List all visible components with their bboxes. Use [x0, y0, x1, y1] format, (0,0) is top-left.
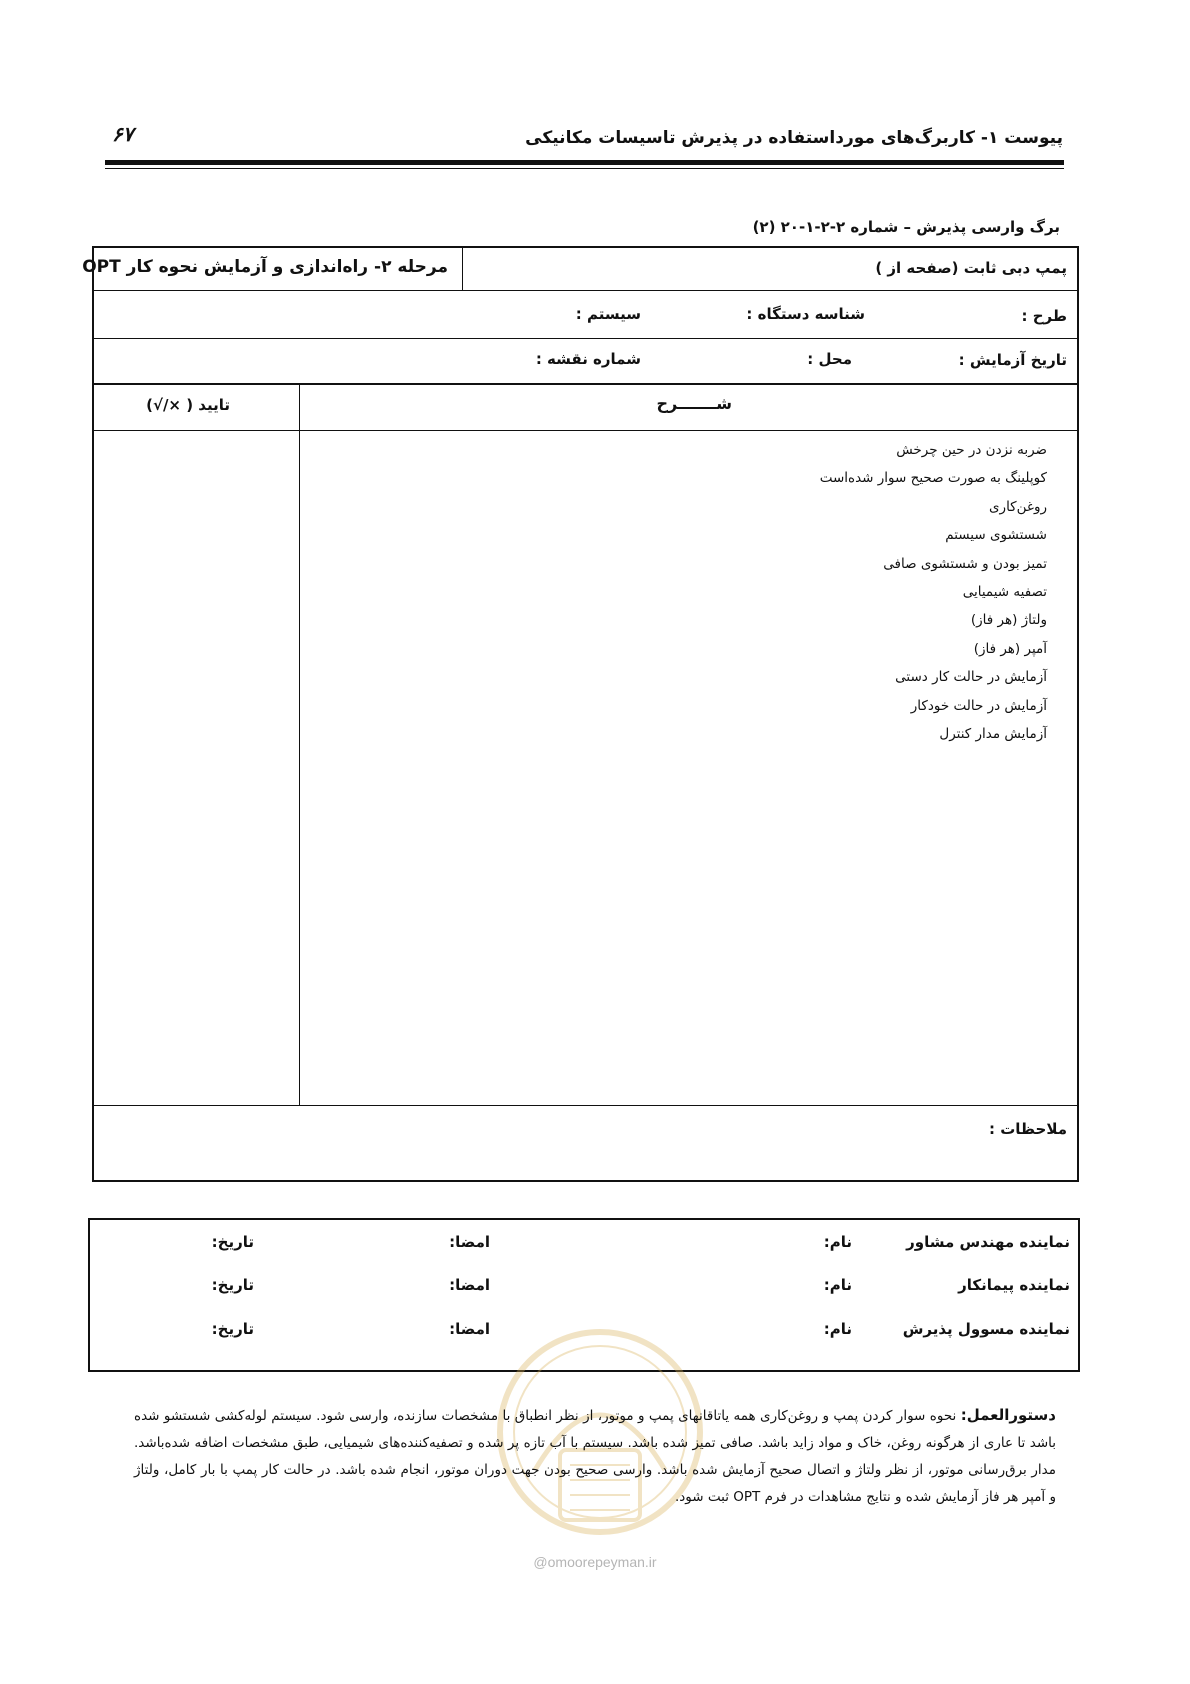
device-id-label: شناسه دستگاه : — [746, 305, 865, 323]
description-header: شـــــــرح — [656, 394, 732, 413]
signature-name-label: نام: — [823, 1320, 852, 1338]
page-number: ۶۷ — [112, 122, 134, 146]
checklist-item: ضربه نزدن در حین چرخش — [896, 442, 1047, 458]
checklist-item: تصفیه شیمیایی — [962, 584, 1047, 601]
checklist-item: ولتاژ (هر فاز) — [970, 612, 1047, 629]
signature-sign-label: امضا: — [449, 1320, 490, 1338]
signature-role: نماینده مسوول پذیرش — [902, 1320, 1070, 1338]
row-divider — [94, 383, 1077, 385]
row1-divider — [462, 248, 463, 290]
signature-date-label: تاریخ: — [211, 1320, 254, 1338]
checklist-items — [820, 436, 1047, 748]
instructions — [134, 1402, 1056, 1511]
header-divider — [94, 430, 1077, 431]
checklist-item: آزمایش در حالت کار دستی — [895, 669, 1047, 686]
checklist-item: آمپر (هر فاز) — [973, 640, 1047, 657]
row-divider — [94, 290, 1077, 291]
signature-sign-label: امضا: — [449, 1276, 490, 1294]
page-title: پیوست ۱- کاربرگ‌های مورداستفاده در پذیرش تاسیسات مکانیکی — [525, 128, 1063, 148]
header-rule-thin — [105, 168, 1064, 169]
form-title: برگ وارسی پذیرش – شماره ۲-۲-۱-۲۰ (۲) — [752, 218, 1060, 236]
checklist-item: آزمایش در حالت خودکار — [910, 697, 1047, 714]
system-label: سیستم : — [575, 305, 641, 323]
checklist-item: کوپلینگ به صورت صحیح سوار شده‌است — [819, 470, 1047, 487]
approval-column-divider — [299, 383, 300, 1105]
location-label: محل : — [807, 350, 852, 368]
signature-row — [90, 1276, 1078, 1306]
checklist-item: شستشوی سیستم — [945, 527, 1047, 544]
approval-header: تایید ( ×/√) — [146, 396, 230, 414]
project-label: طرح : — [1021, 307, 1067, 325]
signature-sign-label: امضا: — [449, 1233, 490, 1251]
signature-row — [90, 1233, 1078, 1263]
signature-role: نماینده پیمانکار — [958, 1276, 1070, 1294]
remarks-label: ملاحظات : — [988, 1120, 1067, 1138]
signature-role: نماینده مهندس مشاور — [906, 1233, 1070, 1251]
remarks-divider — [94, 1105, 1077, 1106]
device-name: پمپ دبی ثابت (صفحه از ) — [875, 259, 1067, 277]
test-date-label: تاریخ آزمایش : — [958, 351, 1067, 369]
signature-name-label: نام: — [823, 1276, 852, 1294]
signature-name-label: نام: — [823, 1233, 852, 1251]
stage-label: مرحله ۲- راه‌اندازی و آزمایش نحوه کار OPT — [82, 257, 448, 277]
watermark-text: @omoorepeyman.ir — [533, 1554, 657, 1570]
instructions-label: دستورالعمل: — [960, 1406, 1056, 1424]
instructions-text: نحوه سوار کردن پمپ و روغن‌کاری همه یاتاقانهای پمپ و موتور، از نظر انطباق با مشخصات سازنده، وارسی شود. سیستم لوله‌کشی شستشو شده باشد تا عاری از هرگونه روغن، خاک و مواد زاید باشد. صافی تمیز شده باشد. سیستم با آب تازه پر شده و تصفیه‌کننده‌های شیمیایی، طبق مشخصات اضافه شده‌باشد. مدار برق‌رسانی موتور، از نظر ولتاژ و اتصال صحیح آزمایش شده باشد. وارسی صحیح بودن جهت دوران موتور، انجام شده باشد. در حالت کار پمپ با بار کامل، ولتاژ و آمپر هر فاز آزمایش شده و نتایج مشاهدات در فرم OPT ثبت شود. — [134, 1408, 1056, 1505]
signature-date-label: تاریخ: — [211, 1233, 254, 1251]
checklist-item: تمیز بودن و شستشوی صافی — [883, 555, 1047, 572]
checklist-item: آزمایش مدار کنترل — [939, 726, 1047, 743]
checklist-item: روغن‌کاری — [988, 498, 1047, 515]
signature-date-label: تاریخ: — [211, 1276, 254, 1294]
row-divider — [94, 338, 1077, 339]
drawing-no-label: شماره نقشه : — [535, 350, 641, 368]
header-rule-thick — [105, 160, 1064, 165]
